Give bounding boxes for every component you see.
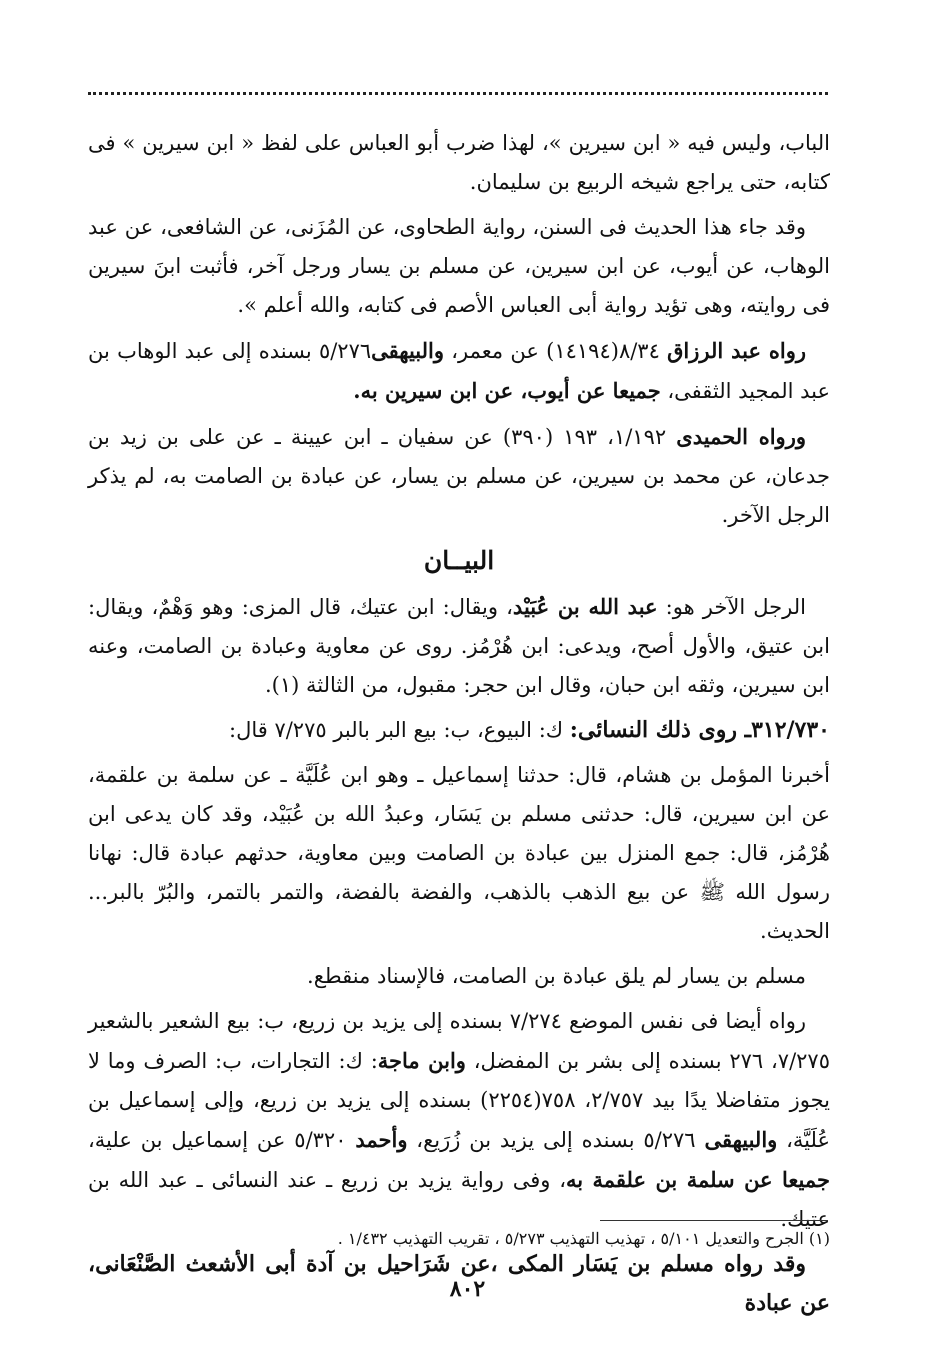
text-run: ، وفى رواية يزيد بن زريع ـ عند النسائى ـ عبد الله بن عتيك.: [88, 1168, 830, 1231]
paragraph-9: [88, 1002, 830, 1239]
section-heading: البيــان: [423, 546, 495, 575]
bold-source: والبيهقى: [371, 338, 445, 363]
paragraph-2: وقد جاء هذا الحديث فى السنن، رواية الطحاوى، عن المُزَنى، عن الشافعى، عن عبد الوهاب، عن أيوب، عن ابن سيرين، عن مسلم بن يسار ورجل آخر، فأثبت ابنَ سيرين فى روايته، وهى تؤيد رواية أبى العباس الأصم فى كتابه، والله أعلم ».: [88, 215, 830, 317]
paragraph-8: مسلم بن يسار لم يلق عبادة بن الصامت، فالإسناد منقطع.: [307, 964, 806, 988]
header-dotted-rule: [88, 92, 828, 95]
text-run: ١/١٩٢، ١٩٣ (٣٩٠) عن سفيان ـ ابن عيينة ـ عن على بن زيد بن جدعان، عن محمد بن سيرين، عن مسلم بن يسار، عن عبادة بن الصامت به، لم يذكر الرجل الآخر.: [88, 425, 830, 527]
text-run: ، ويقال: ابن عتيك، قال المزى: وهو وَهْمٌ، ويقال: ابن عتيق، والأول أصح، ويدعى: ابن هُرْمُز. روى عن معاوية وعبادة بن الصامت، وعنه ابن سيرين، وثقه ابن حبان، وقال ابن حجر: مقبول، من الثالثة (١).: [88, 595, 830, 697]
text-run: ٨/٣٤(١٤١٩٤) عن معمر،: [444, 339, 668, 363]
page-number: ٨٠٢: [449, 1276, 486, 1302]
main-text: [88, 124, 830, 1329]
bold-source: والبيهقى: [704, 1127, 778, 1152]
text-run: رواه أيضا فى نفس الموضع ٧/٢٧٤ بسنده إلى يزيد بن زريع، ب: بيع الشعير بالشعير ٧/٢٧٥، ٢٧٦ بسنده إلى بشر بن المفضل،: [88, 1009, 830, 1073]
footnote: (١) الجرح والتعديل ٥/١٠١ ، تهذيب التهذيب ٥/٢٧٣ ، تقريب التهذيب ١/٤٣٢ .: [337, 1229, 830, 1248]
bold-line: وقد رواه مسلم بن يَسَار المكى ،عن شَرَاحيل بن آدة أبى الأشعث الصَّنْعَانى، عن عبادة: [88, 1251, 830, 1316]
bold-source: رواه عبد الرزاق: [667, 338, 806, 363]
bold-name: عبد الله بن عُبَيْد: [512, 594, 658, 619]
bold-source: جميعا عن سلمة بن علقمة به: [565, 1167, 830, 1192]
paragraph-4: [88, 417, 830, 535]
bold-hadith-number: ٣١٢/٧٣٠ـ روى ذلك النسائى:: [569, 717, 830, 743]
bold-source: وابن ماجة: [377, 1048, 466, 1073]
text-run: ك: البيوع، ب: بيع البر بالبر ٧/٢٧٥ قال:: [229, 718, 570, 742]
paragraph-5: [88, 587, 830, 705]
paragraph-3: [88, 331, 830, 411]
text-run: الرجل الآخر هو:: [657, 595, 806, 619]
text-run: ٥/٢٧٦ بسنده إلى عبد الوهاب بن عبد المجيد الثقفى،: [88, 339, 830, 403]
text-run: ٥/٢٧٦ بسنده إلى يزيد بن زُرَيع،: [407, 1128, 705, 1152]
text-run: : ك: التجارات، ب: الصرف وما لا يجوز متفاضلا يدًا بيد ٢/٧٥٧، ٧٥٨(٢٢٥٤) بسنده إلى يزيد بن زريع، وإلى إسماعيل بن عُلَيَّة،: [88, 1049, 831, 1152]
footnote-rule: [600, 1220, 828, 1221]
bold-source: جميعا عن أيوب، عن ابن سيرين به.: [353, 378, 661, 403]
bold-source: وأحمد: [355, 1127, 408, 1152]
text-run: ٥/٣٢٠ عن إسماعيل بن علية،: [88, 1128, 356, 1152]
paragraph-1: الباب، وليس فيه « ابن سيرين »، لهذا ضرب أبو العباس على لفظ « ابن سيرين » فى كتابه، حتى يراجع شيخه الربيع بن سليمان.: [88, 131, 830, 194]
paragraph-6: [88, 711, 830, 750]
bold-source: ورواه الحميدى: [676, 424, 806, 449]
paragraph-7: أخبرنا المؤمل بن هشام، قال: حدثنا إسماعيل ـ وهو ابن عُلَيَّة ـ عن سلمة بن علقمة، عن ابن سيرين، قال: حدثنى مسلم بن يَسَار، وعبدُ الله بن عُبَيْد، وقد كان يدعى ابن هُرْمُز، قال: جمع المنزل بين عبادة بن الصامت وبين معاوية، حدثهم عبادة قال: نهانا رسول الله ﷺ عن بيع الذهب بالذهب، والفضة بالفضة، والتمر بالتمر، والبُرّ بالبر... الحديث.: [88, 763, 830, 943]
